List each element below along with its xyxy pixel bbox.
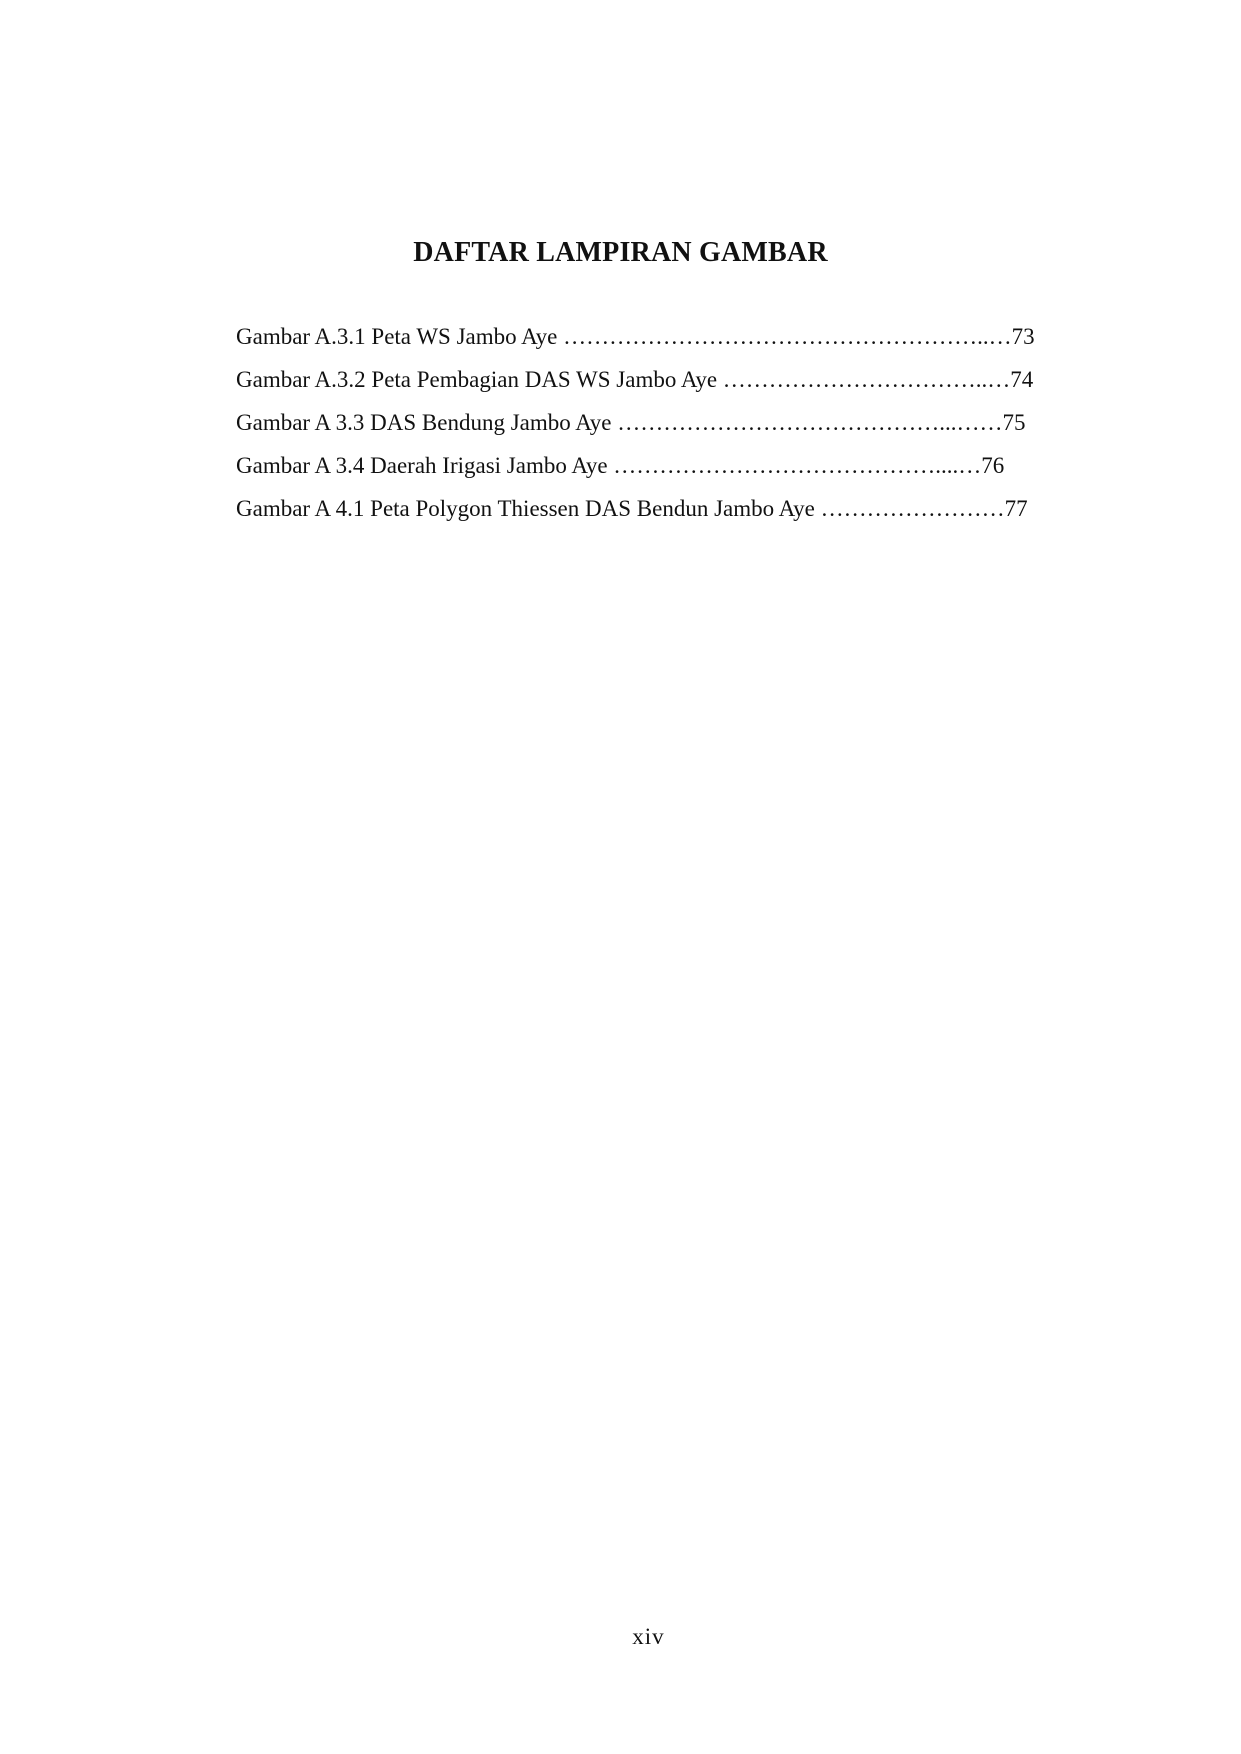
toc-entry — [236, 487, 1106, 530]
figure-appendix-list — [236, 315, 1106, 530]
entry-label: Gambar A.3.1 Peta WS Jambo Aye — [236, 324, 558, 349]
entry-leader: …………………… — [814, 496, 1005, 521]
entry-label: Gambar A 4.1 Peta Polygon Thiessen DAS Bendun Jambo Aye — [236, 496, 815, 521]
toc-entry — [236, 444, 1106, 487]
entry-page: …73 — [988, 324, 1035, 349]
toc-entry — [236, 315, 1106, 358]
entry-page: …74 — [987, 367, 1034, 392]
entry-leader: ……………………………………………….. — [557, 324, 989, 349]
page-title: DAFTAR LAMPIRAN GAMBAR — [413, 237, 828, 268]
entry-label: Gambar A.3.2 Peta Pembagian DAS WS Jambo Aye — [236, 367, 718, 392]
entry-leader: ……………………………………... — [611, 410, 957, 435]
entry-label: Gambar A 3.3 DAS Bendung Jambo Aye — [236, 410, 612, 435]
entry-page: ……75 — [956, 410, 1026, 435]
toc-entry — [236, 358, 1106, 401]
toc-entry — [236, 401, 1106, 444]
entry-leader: …………………………….. — [717, 367, 988, 392]
entry-leader: …………………………………….... — [607, 453, 959, 478]
entry-page: 77 — [1004, 496, 1028, 521]
page-number: xiv — [632, 1624, 665, 1649]
entry-page: …76 — [958, 453, 1005, 478]
entry-label: Gambar A 3.4 Daerah Irigasi Jambo Aye — [236, 453, 608, 478]
